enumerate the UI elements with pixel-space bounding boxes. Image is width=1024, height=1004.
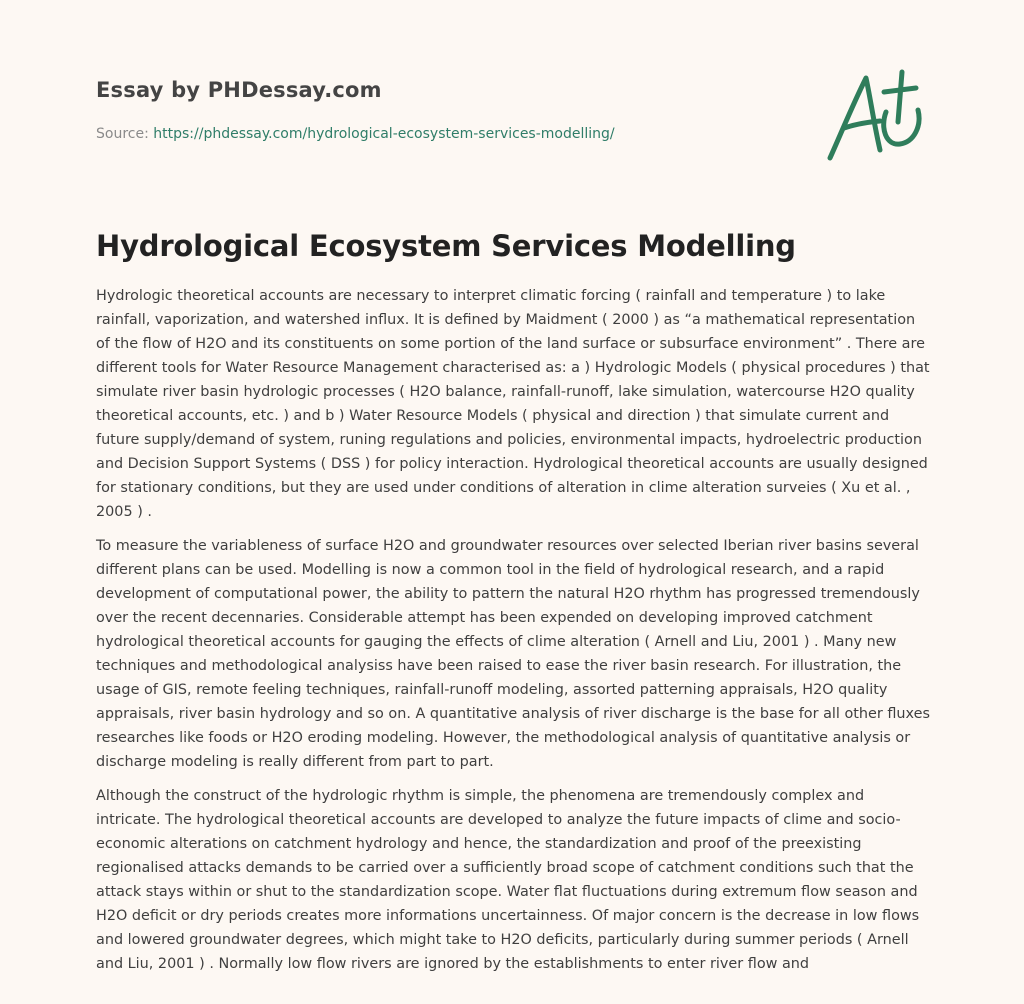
a-plus-grade-icon-svg (818, 66, 930, 166)
article-title: Hydrological Ecosystem Services Modelling (96, 229, 796, 263)
a-plus-grade-icon (818, 66, 930, 166)
source-line (96, 124, 615, 144)
source-label: Source: (96, 126, 154, 142)
article-paragraph: Although the construct of the hydrologic rhythm is simple, the phenomena are tremendously complex and intricate. The hydrological theoretical accounts are developed to analyze the future impacts of clime and socio-economic alterations on catchment hydrology and hence, the standardization and proof of the preexisting regionalised attacks demands to be carried over a sufficiently broad scope of catchment conditions such that the attack stays within or shut to the standardization scope. Water flat fluctuations during extremum flow season and H2O deficit or dry periods creates more informations uncertainness. Of major concern is the decrease in low flows and lowered groundwater degrees, which might take to H2O deficits, particularly during summer periods ( Arnell and Liu, 2001 ) . Normally low flow rivers are ignored by the establishments to enter river flow and (96, 788, 920, 972)
article-paragraph: Hydrologic theoretical accounts are necessary to interpret climatic forcing ( rainfall and temperature ) to lake rainfall, vaporization, and watershed influx. It is defined by Maidment ( 2000 ) as “a mathematical representation of the flow of H2O and its constituents on some portion of the land surface or subsurface environment” . There are different tools for Water Resource Management characterised as: a ) Hydrologic Models ( physical procedures ) that simulate river basin hydrologic processes ( H2O balance, rainfall-runoff, lake simulation, watercourse H2O quality theoretical accounts, etc. ) and b ) Water Resource Models ( physical and direction ) that simulate current and future supply/demand of system, runing regulations and policies, environmental impacts, hydroelectric production and Decision Support Systems ( DSS ) for policy interaction. Hydrological theoretical accounts are usually designed for stationary conditions, but they are used under conditions of alteration in clime alteration surveies ( Xu et al. , 2005 ) . (96, 288, 930, 520)
article-body (96, 284, 930, 986)
article-paragraph: To measure the variableness of surface H2O and groundwater resources over selected Iberian river basins several different plans can be used. Modelling is now a common tool in the field of hydrological research, and a rapid development of computational power, the ability to pattern the natural H2O rhythm has progressed tremendously over the recent decennaries. Considerable attempt has been expended on developing improved catchment hydrological theoretical accounts for gauging the effects of clime alteration ( Arnell and Liu, 2001 ) . Many new techniques and methodological analysiss have been raised to ease the river basin research. For illustration, the usage of GIS, remote feeling techniques, rainfall-runoff modeling, assorted patterning appraisals, H2O quality appraisals, river basin hydrology and so on. A quantitative analysis of river discharge is the base for all other fluxes researches like foods or H2O eroding modeling. However, the methodological analysis of quantitative analysis or discharge modeling is really different from part to part. (96, 538, 930, 770)
site-name: Essay by PHDessay.com (96, 78, 382, 102)
source-link[interactable]: https://phdessay.com/hydrological-ecosystem-services-modelling/ (153, 126, 615, 142)
site-header (96, 76, 796, 104)
